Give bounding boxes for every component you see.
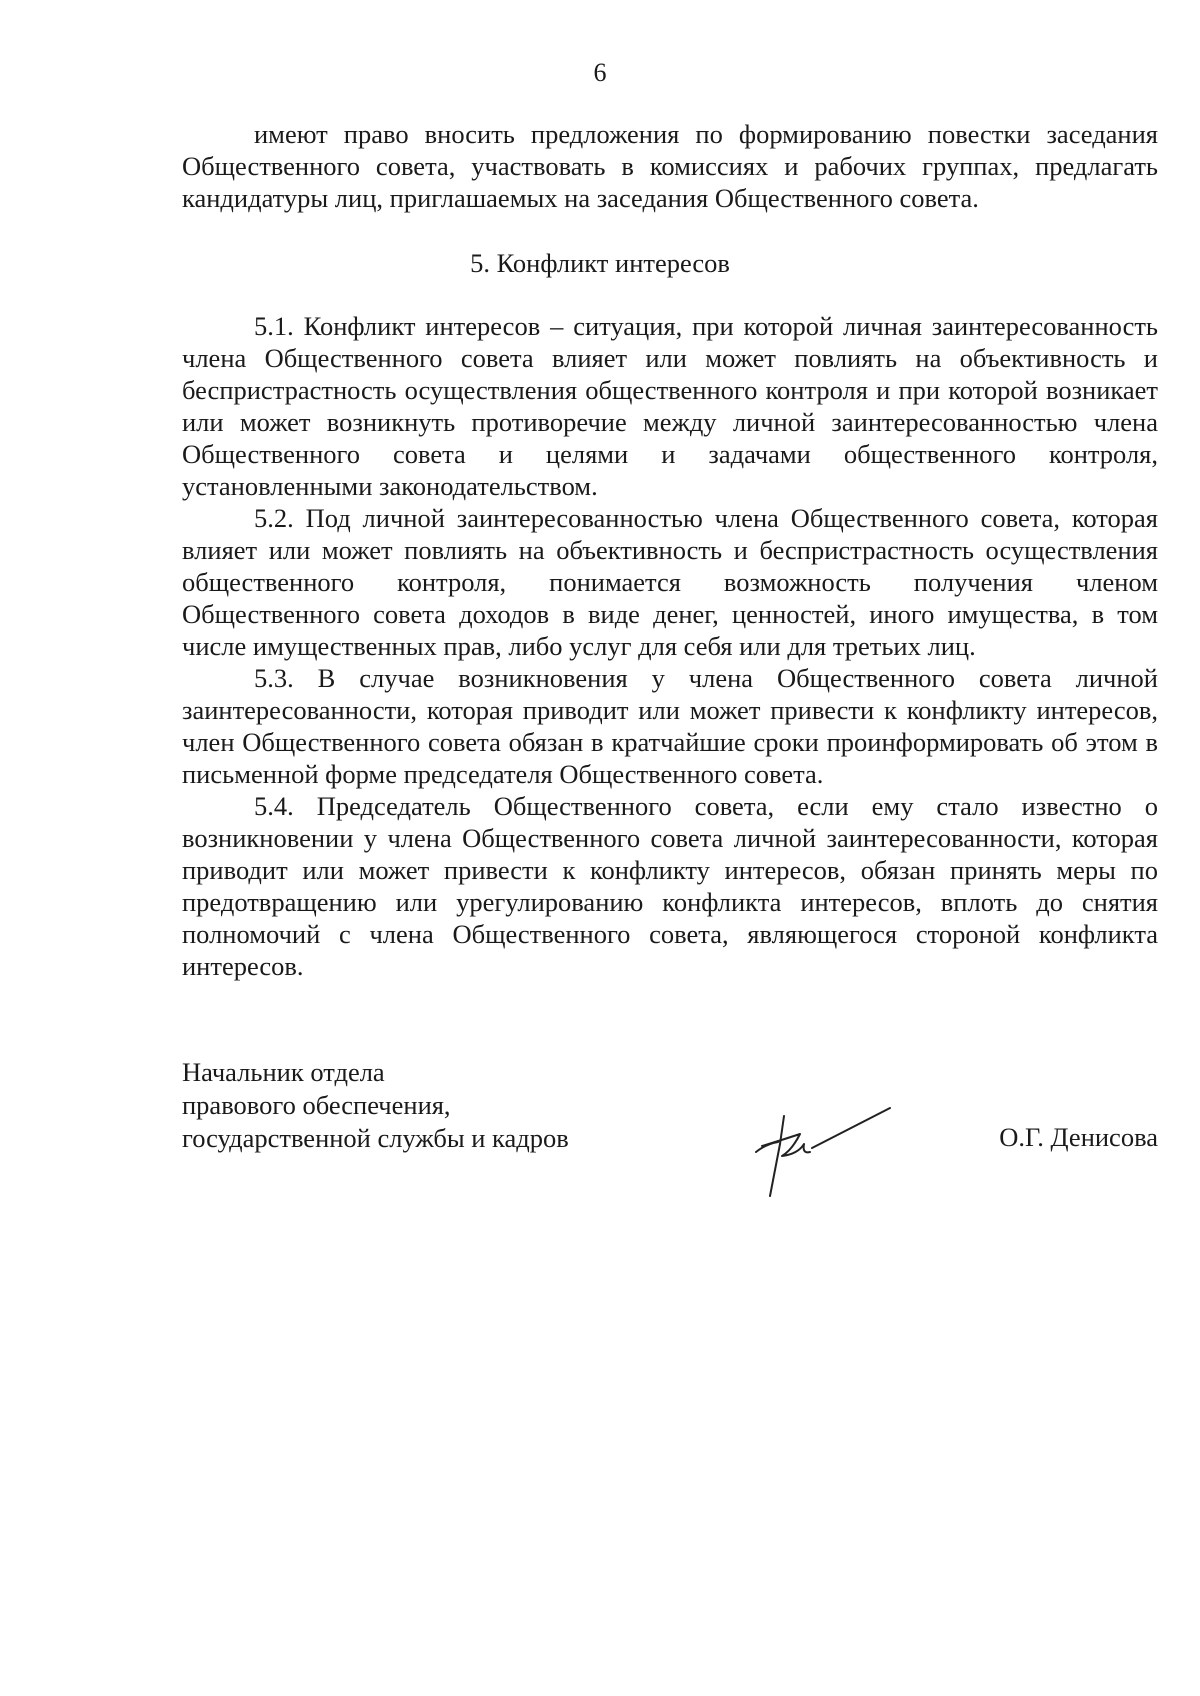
clause-5-4: 5.4. Председатель Общественного совета, если ему стало известно о возникновении у члена Общественного совета личной заинтересованности, которая приводит или может привести к конфликту интересов, обязан принять меры по предотвращению или урегулированию конфликта интересов, вплоть до снятия полномочий с члена Общественного совета, являющегося стороной конфликта интересов. [182, 791, 1158, 981]
position-line: государственной службы и кадров [182, 1123, 569, 1153]
intro-paragraph-block [182, 118, 1158, 214]
position-line: Начальник отдела [182, 1057, 385, 1087]
clause-5-1: 5.1. Конфликт интересов – ситуация, при которой личная заинтересованность члена Общественного совета влияет или может повлиять на объективность и беспристрастность осуществления общественного контроля и при которой возникает или может возникнуть противоречие между личной заинтересованностью члена Общественного совета и целями и задачами общественного контроля, установленными законодательством. [182, 311, 1158, 501]
clause-5-3: 5.3. В случае возникновения у члена Общественного совета личной заинтересованности, которая приводит или может привести к конфликту интересов, член Общественного совета обязан в кратчайшие сроки проинформировать об этом в письменной форме председателя Общественного совета. [182, 663, 1158, 789]
page-number: 6 [593, 58, 607, 87]
signer-name: О.Г. Денисова [999, 1122, 1158, 1152]
clause-5-2: 5.2. Под личной заинтересованностью члена Общественного совета, которая влияет или может повлиять на объективность и беспристрастность осуществления общественного контроля, понимается возможность получения членом Общественного совета доходов в виде денег, ценностей, иного имущества, в том числе имущественных прав, либо услуг для себя или для третьих лиц. [182, 503, 1158, 661]
handwritten-signature-icon [752, 1104, 892, 1204]
clauses-block [182, 310, 1158, 982]
intro-paragraph: имеют право вносить предложения по формированию повестки заседания Общественного совета, участвовать в комиссиях и рабочих группах, предлагать кандидатуры лиц, приглашаемых на заседания Общественного совета. [182, 119, 1158, 213]
section-title: 5. Конфликт интересов [470, 248, 730, 278]
position-line: правового обеспечения, [182, 1090, 451, 1120]
signatory-position [182, 1056, 569, 1155]
